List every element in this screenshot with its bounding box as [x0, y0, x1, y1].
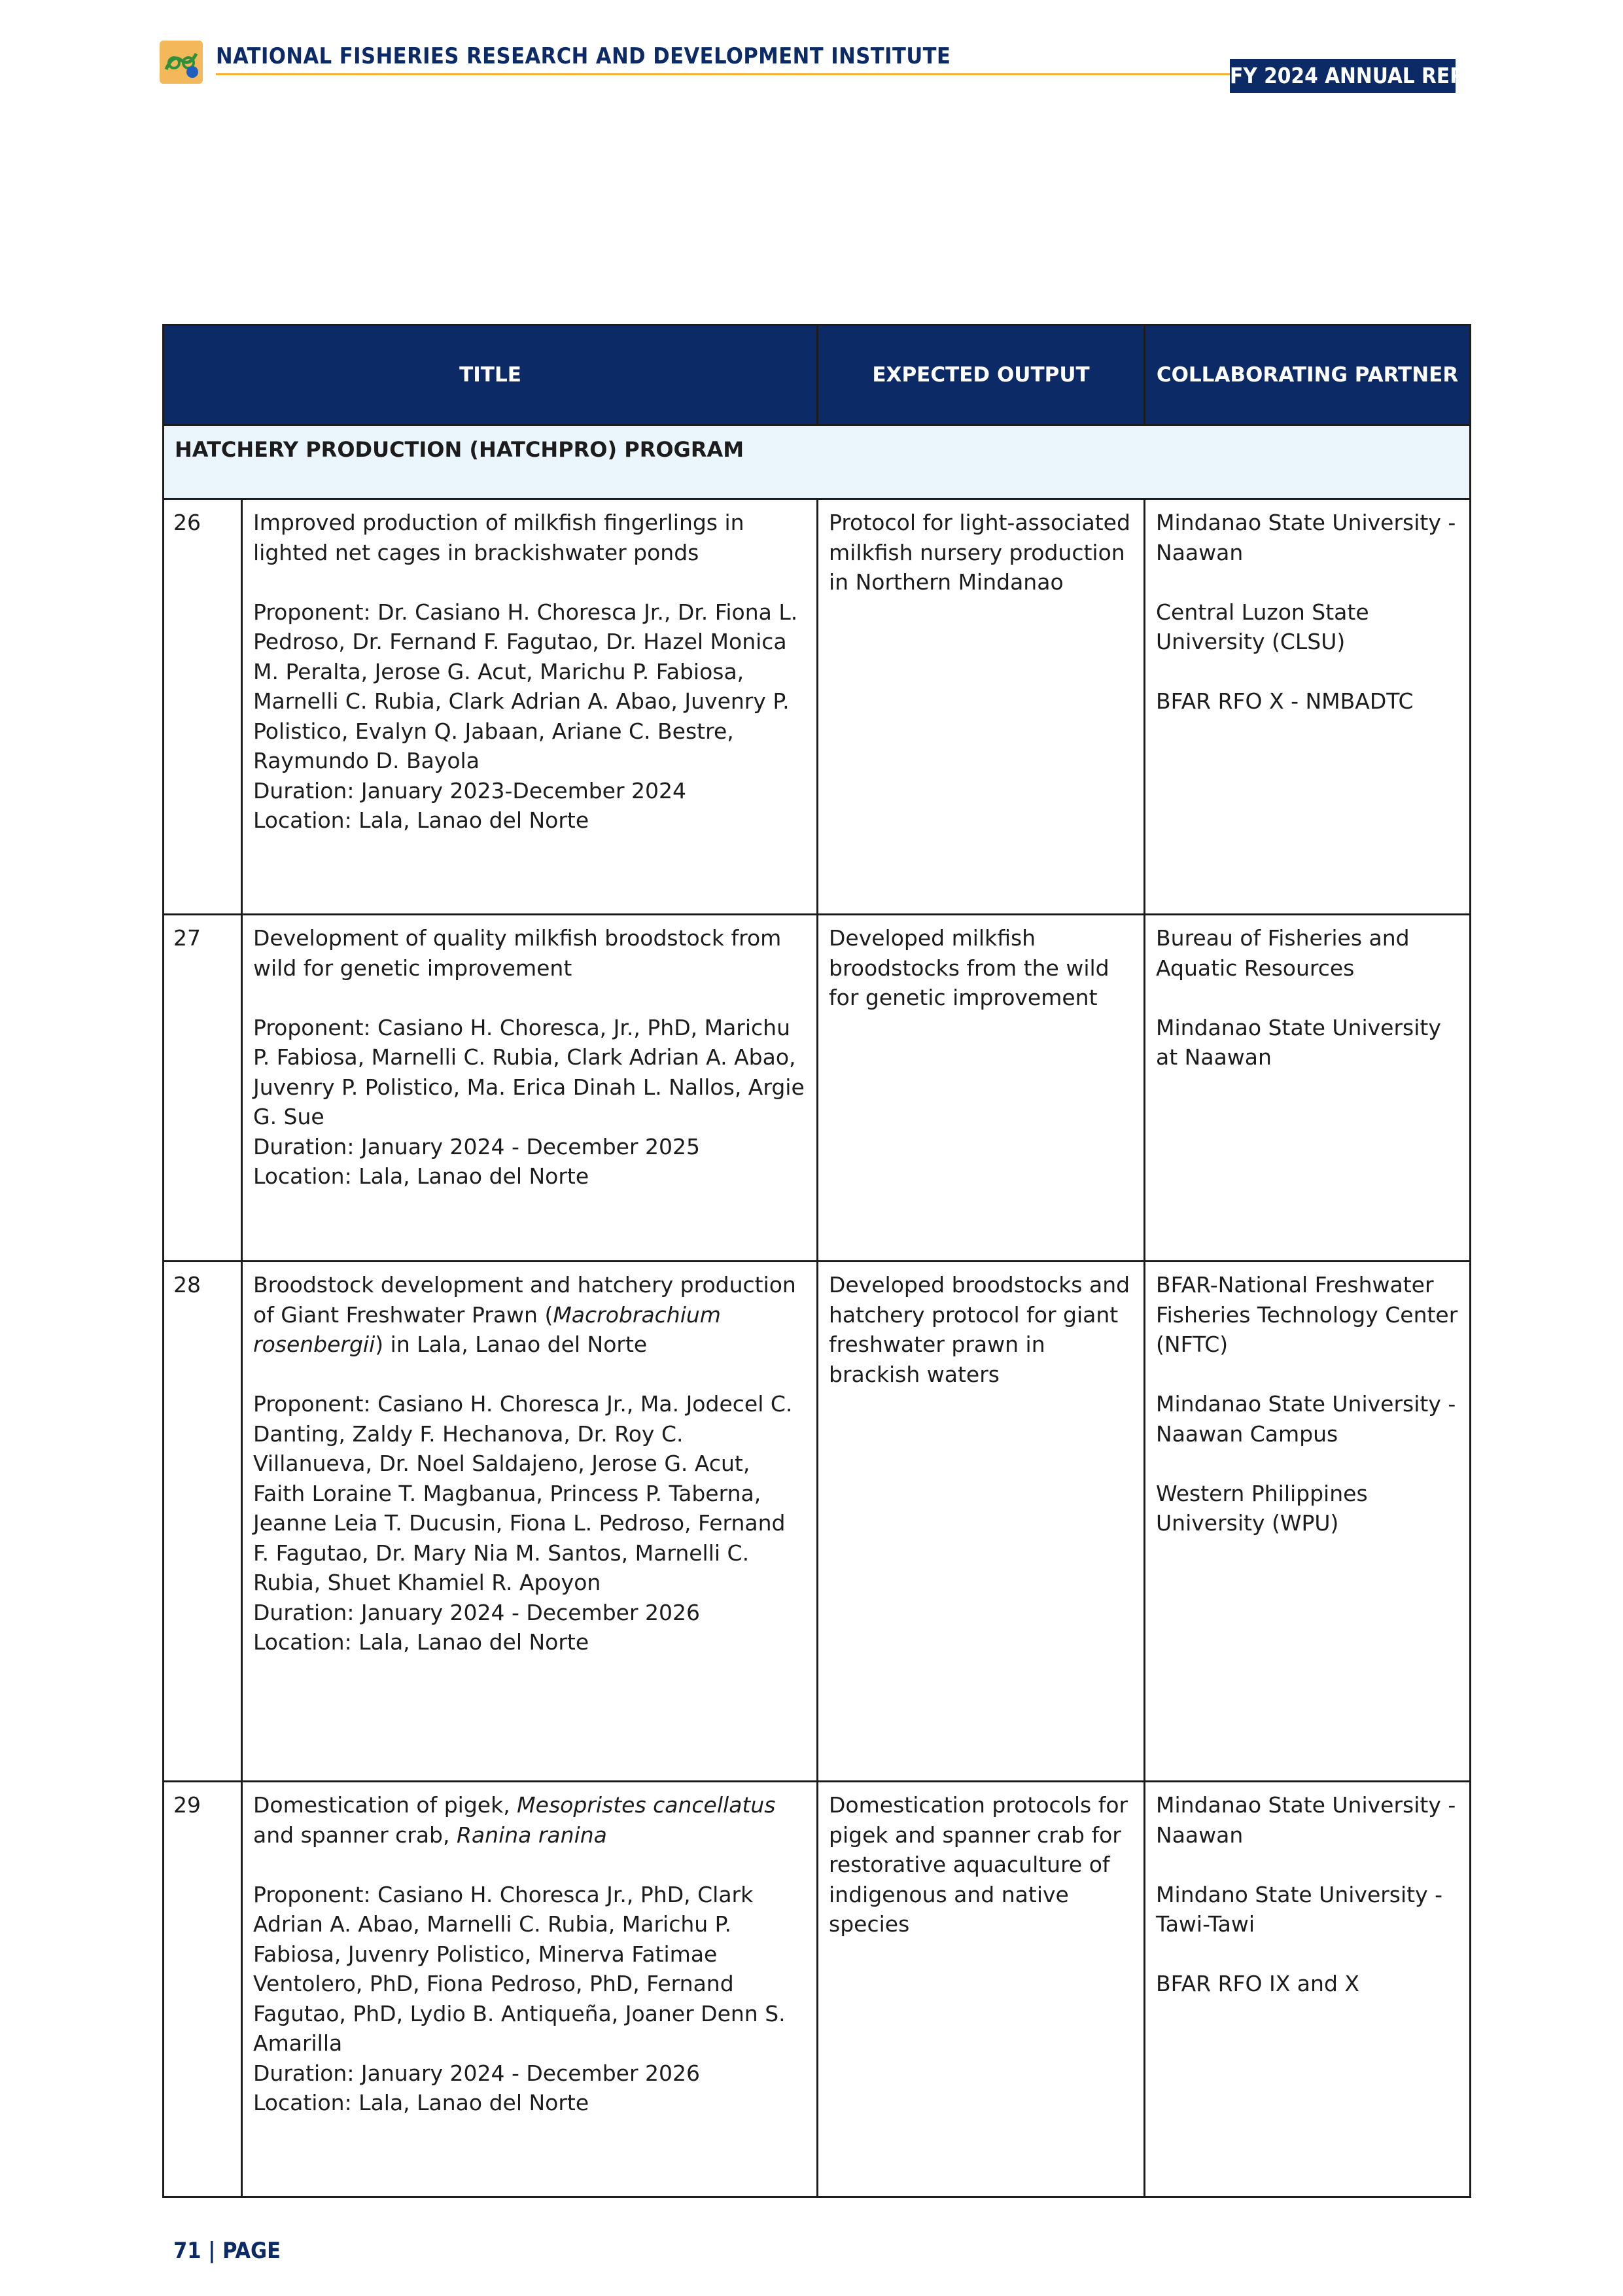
table-header-row	[164, 325, 1471, 425]
species-name: Mesopristes cancellatus	[517, 1792, 776, 1818]
partners-cell	[1145, 1262, 1471, 1782]
project-proponent: Proponent: Casiano H. Choresca Jr., PhD, Clark Adrian A. Abao, Marnelli C. Rubia, Marichu P. Fabiosa, Juvenry Polistico, Minerva Fatimae Ventolero, PhD, Fiona Pedroso, PhD, Fernand Fagutao, PhD, Lydio B. Antiqueña, Joaner Denn S. Amarilla	[253, 1881, 786, 2056]
row-number: 26	[164, 499, 242, 915]
row-number: 28	[164, 1262, 242, 1782]
table-row	[164, 1262, 1471, 1782]
partner-item: Mindanao State University - Naawan Campus	[1156, 1391, 1456, 1447]
project-title-text: ) in Lala, Lanao del Norte	[375, 1332, 648, 1357]
expected-output: Domestication protocols for pigek and spanner crab for restorative aquaculture of indigenous and native species	[818, 1782, 1145, 2197]
project-title-cell	[242, 1782, 818, 2197]
project-duration: Duration: January 2024 - December 2026	[253, 1599, 700, 1625]
partner-item: Mindanao State University - Naawan	[1156, 1792, 1456, 1848]
partner-item: BFAR RFO X - NMBADTC	[1156, 688, 1414, 714]
org-name: NATIONAL FISHERIES RESEARCH AND DEVELOPMENT INSTITUTE	[216, 43, 951, 69]
projects-table	[162, 324, 1471, 2198]
page-footer	[173, 2238, 281, 2264]
expected-output: Protocol for light-associated milkfish nursery production in Northern Mindanao	[818, 499, 1145, 915]
partner-item: Mindanao State University - Naawan	[1156, 510, 1456, 565]
partner-item: BFAR-National Freshwater Fisheries Technology Center (NFTC)	[1156, 1272, 1458, 1357]
project-location: Location: Lala, Lanao del Norte	[253, 1163, 589, 1189]
project-title-text: Domestication of pigek,	[253, 1792, 517, 1818]
project-title: Development of quality milkfish broodstock from wild for genetic improvement	[253, 925, 782, 981]
expected-output: Developed broodstocks and hatchery protocol for giant freshwater prawn in brackish waters	[818, 1262, 1145, 1782]
project-duration: Duration: January 2024 - December 2026	[253, 2060, 700, 2086]
project-title-cell	[242, 1262, 818, 1782]
project-location: Location: Lala, Lanao del Norte	[253, 2090, 589, 2115]
row-number: 29	[164, 1782, 242, 2197]
project-title-text: and spanner crab,	[253, 1822, 457, 1848]
partners-cell	[1145, 1782, 1471, 2197]
report-badge: FY 2024 ANNUAL REPORT	[1230, 59, 1456, 93]
partner-item: Mindanao State University at Naawan	[1156, 1014, 1441, 1070]
row-number: 27	[164, 915, 242, 1262]
header-divider	[216, 73, 1236, 75]
column-header-expected-output: EXPECTED OUTPUT	[818, 325, 1145, 425]
program-row	[164, 425, 1471, 499]
nfrdi-logo-icon	[160, 41, 203, 84]
species-name: Ranina ranina	[457, 1822, 607, 1848]
project-title	[253, 1270, 806, 1360]
project-proponent: Proponent: Dr. Casiano H. Choresca Jr., Dr. Fiona L. Pedroso, Dr. Fernand F. Fagutao, Dr. Hazel Monica M. Peralta, Jerose G. Acut, Marichu P. Fabiosa, Marnelli C. Rubia, Clark Adrian A. Abao, Juvenry P. Polistico, Evalyn Q. Jabaan, Ariane C. Bestre, Raymundo D. Bayola	[253, 599, 798, 773]
project-title-cell	[242, 499, 818, 915]
project-title	[253, 1790, 806, 1850]
table-row	[164, 1782, 1471, 2197]
program-name: HATCHERY PRODUCTION (HATCHPRO) PROGRAM	[164, 425, 1471, 499]
project-duration: Duration: January 2023-December 2024	[253, 777, 687, 804]
table-row	[164, 499, 1471, 915]
project-title-cell	[242, 915, 818, 1262]
partner-item: Western Philippines University (WPU)	[1156, 1480, 1368, 1536]
page-number: 71	[173, 2238, 201, 2264]
project-location: Location: Lala, Lanao del Norte	[253, 1629, 589, 1655]
partner-item: Central Luzon State University (CLSU)	[1156, 599, 1369, 654]
project-duration: Duration: January 2024 - December 2025	[253, 1133, 700, 1159]
partners-cell	[1145, 499, 1471, 915]
partner-item: BFAR RFO IX and X	[1156, 1971, 1359, 1996]
project-proponent: Proponent: Casiano H. Choresca Jr., Ma. Jodecel C. Danting, Zaldy F. Hechanova, Dr. Roy C. Villanueva, Dr. Noel Saldajeno, Jerose G. Acut, Faith Loraine T. Magbanua, Princess P. Taberna, Jeanne Leia T. Ducusin, Fiona L. Pedroso, Fernand F. Fagutao, Dr. Mary Nia M. Santos, Marnelli C. Rubia, Shuet Khamiel R. Apoyon	[253, 1391, 793, 1595]
partner-item: Bureau of Fisheries and Aquatic Resources	[1156, 925, 1410, 981]
page-label: PAGE	[222, 2238, 281, 2264]
partner-item: Mindano State University - Tawi-Tawi	[1156, 1881, 1443, 1937]
species-name: Macrobrachium rosenbergii	[253, 1301, 721, 1357]
project-location: Location: Lala, Lanao del Norte	[253, 807, 589, 833]
footer-separator: |	[208, 2238, 223, 2264]
project-title: Improved production of milkfish fingerlings in lighted net cages in brackishwater ponds	[253, 510, 744, 565]
partners-cell	[1145, 915, 1471, 1262]
column-header-title: TITLE	[164, 325, 818, 425]
expected-output: Developed milkfish broodstocks from the wild for genetic improvement	[818, 915, 1145, 1262]
project-proponent: Proponent: Casiano H. Choresca, Jr., PhD, Marichu P. Fabiosa, Marnelli C. Rubia, Clark Adrian A. Abao, Juvenry P. Polistico, Ma. Erica Dinah L. Nallos, Argie G. Sue	[253, 1014, 805, 1129]
column-header-partner: COLLABORATING PARTNER	[1145, 325, 1471, 425]
table-row	[164, 915, 1471, 1262]
project-title-text: Broodstock development and hatchery production of Giant Freshwater Prawn (	[253, 1272, 796, 1328]
